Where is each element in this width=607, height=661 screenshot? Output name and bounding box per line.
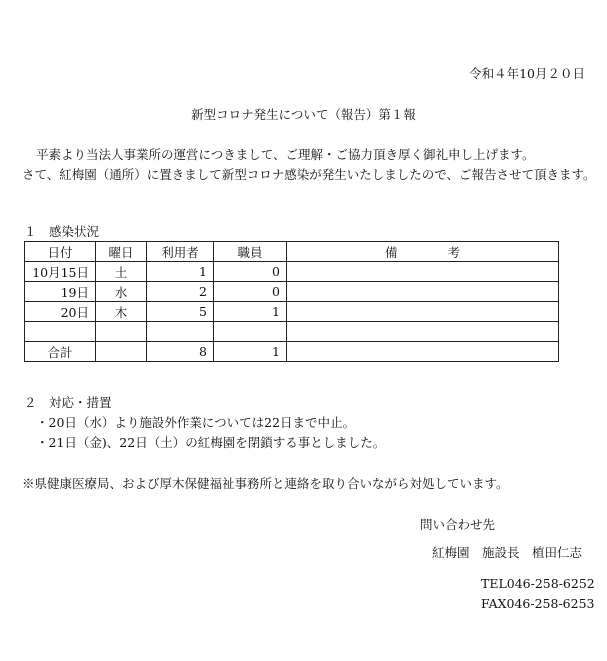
total-remarks <box>287 342 559 362</box>
table-total-row <box>25 342 559 362</box>
cell-staff: 0 <box>214 282 287 302</box>
cell-date: 20日 <box>25 302 96 322</box>
coordination-note: ※県健康医療局、および厚木保健福祉事務所と連絡を取り合いながら対処しています。 <box>22 476 509 491</box>
cell-users: 1 <box>147 262 214 282</box>
table-header-row <box>25 242 559 262</box>
contact-fax: FAX046-258-6253 <box>481 596 595 611</box>
report-date: 令和４年10月２０日 <box>469 66 585 81</box>
report-title: 新型コロナ発生について（報告）第１報 <box>191 107 416 122</box>
contact-tel: TEL046-258-6252 <box>481 576 595 591</box>
section-infection-heading: １ 感染状況 <box>24 224 100 239</box>
cell-users: 5 <box>147 302 214 322</box>
intro-line-1: 平素より当法人事業所の運営につきまして、ご理解・ご協力頂き厚く御礼申し上げます。 <box>36 147 535 162</box>
cell-date: 19日 <box>25 282 96 302</box>
section-measures-heading: ２ 対応・措置 <box>24 395 112 410</box>
cell-staff: 0 <box>214 262 287 282</box>
cell-remarks <box>287 262 559 282</box>
measure-item: ・21日（金)、22日（土）の紅梅園を閉鎖する事としました。 <box>36 435 386 450</box>
contact-label: 問い合わせ先 <box>420 517 496 532</box>
cell-staff: 1 <box>214 302 287 322</box>
header-staff: 職員 <box>214 242 287 262</box>
cell-remarks <box>287 322 559 342</box>
cell-staff <box>214 322 287 342</box>
intro-line-2: さて、紅梅園（通所）に置きまして新型コロナ感染が発生いたしましたので、ご報告させて頂きます。 <box>22 167 596 182</box>
table-row <box>25 262 559 282</box>
total-label: 合計 <box>25 342 96 362</box>
cell-weekday <box>96 322 147 342</box>
cell-date <box>25 322 96 342</box>
header-weekday: 曜日 <box>96 242 147 262</box>
cell-users <box>147 322 214 342</box>
cell-remarks <box>287 282 559 302</box>
measure-item: ・20日（水）より施設外作業については22日まで中止。 <box>36 415 356 430</box>
cell-weekday: 水 <box>96 282 147 302</box>
table-row <box>25 302 559 322</box>
cell-date: 10月15日 <box>25 262 96 282</box>
cell-weekday: 木 <box>96 302 147 322</box>
cell-remarks <box>287 302 559 322</box>
header-users: 利用者 <box>147 242 214 262</box>
cell-users: 2 <box>147 282 214 302</box>
total-users: 8 <box>147 342 214 362</box>
contact-organization: 紅梅園 施設長 植田仁志 <box>432 545 583 560</box>
header-date: 日付 <box>25 242 96 262</box>
cell-weekday: 土 <box>96 262 147 282</box>
total-staff: 1 <box>214 342 287 362</box>
table-row <box>25 282 559 302</box>
table-row <box>25 322 559 342</box>
infection-status-table <box>24 241 559 362</box>
header-remarks: 備 考 <box>287 242 559 262</box>
total-weekday <box>96 342 147 362</box>
